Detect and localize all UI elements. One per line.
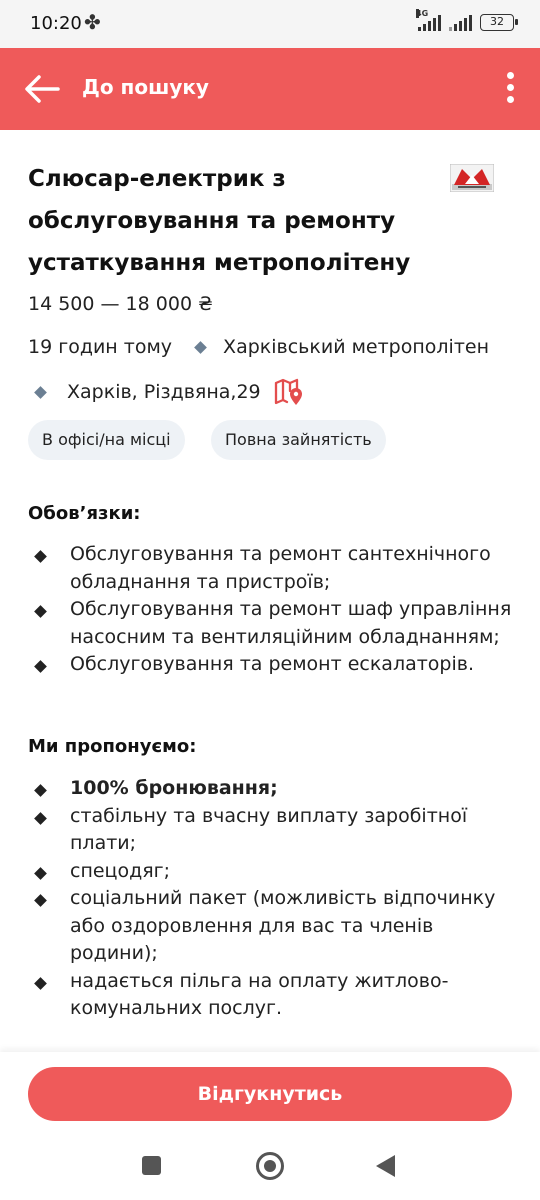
cellular-signal-2-icon [449,15,472,31]
app-header [0,48,540,130]
offers-list [30,775,520,1023]
job-meta [28,336,489,358]
bullet-icon [34,550,47,563]
recent-apps-icon[interactable] [142,1156,161,1175]
tag-work-place: В офісі/на місці [28,420,185,460]
arrow-left-icon [22,70,62,108]
list-item: спецодяг; [30,858,520,886]
network-type: 4G [416,8,429,18]
list-item: стабільну та вчасну виплату заробітної плати; [30,803,520,858]
bullet-icon [34,605,47,618]
back-button[interactable] [22,70,62,108]
list-item: надається пільга на оплату житлово-комунальних послуг. [30,968,520,1023]
list-item: Обслуговування та ремонт шаф управління насосним та вентиляційним обладнанням; [30,596,520,651]
tag-employment-type: Повна зайнятість [211,420,386,460]
more-vertical-icon[interactable] [504,72,516,106]
list-item: Обслуговування та ремонт сантехнічного обладнання та пристроїв; [30,541,520,596]
company-logo[interactable] [450,164,494,192]
back-to-search-label[interactable]: До пошуку [82,75,209,99]
company-name[interactable]: Харківський метрополітен [223,336,490,358]
battery-level: 32 [490,15,504,28]
fan-icon: ✤ [84,10,101,34]
list-item: 100% бронювання; [30,775,520,803]
job-title: Слюсар-електрик з обслуговування та ремонту устаткування метрополітену [28,166,411,276]
cellular-signal-icon [416,8,441,31]
back-triangle-icon[interactable] [376,1155,395,1177]
status-time: 10:20 [30,13,82,34]
bullet-icon [34,784,47,797]
salary: 14 500 — 18 000 ₴ [28,293,213,315]
posted-time: 19 годин тому [28,336,173,358]
bullet-icon [34,867,47,880]
status-bar [0,0,540,48]
bullet-icon [34,660,47,673]
location-address: Харків, Різдвяна,29 [67,381,261,403]
home-icon[interactable] [256,1152,284,1180]
bullet-icon [34,977,47,990]
map-pin-icon[interactable] [273,377,305,407]
separator-diamond-icon [34,386,47,399]
bullet-icon [34,812,47,825]
separator-diamond-icon [194,341,207,354]
job-location [36,377,305,407]
system-nav-bar [0,1132,540,1200]
duties-title: Обов’язки: [28,503,141,524]
list-item: Обслуговування та ремонт ескалаторів. [30,651,520,679]
battery-icon [480,14,514,31]
offers-title: Ми пропонуємо: [28,736,197,757]
duties-list [30,541,520,679]
bullet-icon [34,894,47,907]
metro-logo-icon [450,164,494,192]
status-indicators [416,8,514,31]
list-item: соціальний пакет (можливість відпочинку або оздоровлення для вас та членів родини); [30,885,520,968]
apply-button[interactable]: Відгукнутись [28,1067,512,1121]
